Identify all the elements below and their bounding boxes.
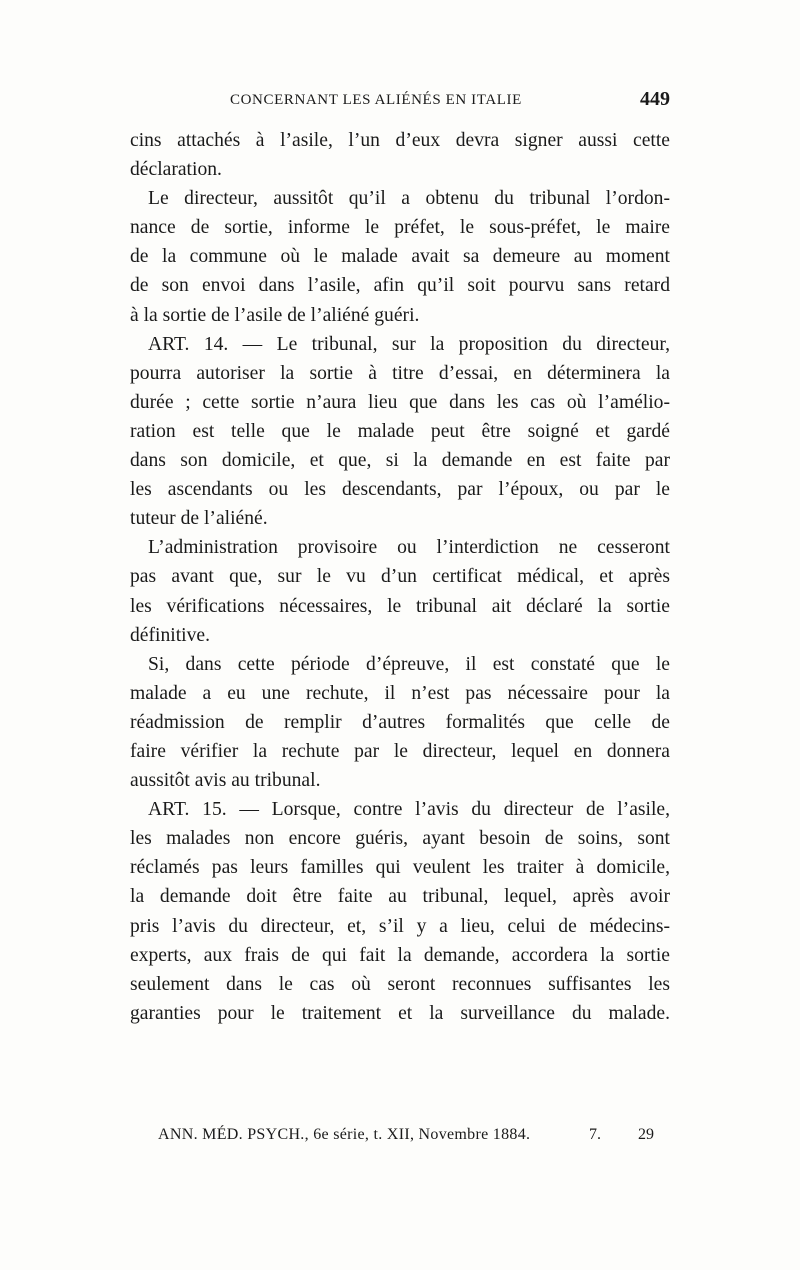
- sheet-number: 29: [638, 1126, 654, 1143]
- text-line: garanties pour le traitement et la surveillance du malade.: [130, 1002, 670, 1024]
- text-line: la demande doit être faite au tribunal, lequel, après avoir: [130, 886, 670, 908]
- text-line: déclaration.: [130, 159, 222, 181]
- text-line: tuteur de l’aliéné.: [130, 508, 268, 530]
- text-line: experts, aux frais de qui fait la demande, accordera la sortie: [130, 944, 670, 966]
- page-footer: [158, 1126, 654, 1150]
- text-line: L’administration provisoire ou l’interdiction ne cesseront: [148, 537, 670, 559]
- text-line: durée ; cette sortie n’aura lieu que dans les cas où l’amélio-: [130, 391, 670, 413]
- text-line: à la sortie de l’asile de l’aliéné guéri.: [130, 304, 420, 326]
- signature-mark: 7.: [589, 1126, 601, 1143]
- body-text: [130, 126, 670, 1028]
- text-line: définitive.: [130, 624, 210, 646]
- text-line: Le directeur, aussitôt qu’il a obtenu du tribunal l’ordon-: [148, 188, 670, 210]
- text-line: ART. 14. — Le tribunal, sur la proposition du directeur,: [148, 333, 670, 355]
- text-line: seulement dans le cas où seront reconnues suffisantes les: [130, 973, 670, 995]
- text-line: les malades non encore guéris, ayant besoin de soins, sont: [130, 828, 670, 850]
- text-line: cins attachés à l’asile, l’un d’eux devra signer aussi cette: [130, 130, 670, 151]
- text-line: ART. 15. — Lorsque, contre l’avis du directeur de l’asile,: [148, 799, 670, 821]
- text-line: Si, dans cette période d’épreuve, il est constaté que le: [148, 653, 670, 675]
- text-line: réclamés pas leurs familles qui veulent les traiter à domicile,: [130, 857, 670, 879]
- page-number: 449: [640, 88, 670, 110]
- text-line: nance de sortie, informe le préfet, le sous-préfet, le maire: [130, 217, 670, 239]
- running-head: [130, 88, 670, 116]
- text-line: aussitôt avis au tribunal.: [130, 770, 321, 792]
- text-line: dans son domicile, et que, si la demande en est faite par: [130, 450, 670, 472]
- running-title: CONCERNANT LES ALIÉNÉS EN ITALIE: [230, 92, 522, 108]
- text-line: les ascendants ou les descendants, par l’époux, ou par le: [130, 479, 670, 501]
- text-line: de son envoi dans l’asile, afin qu’il soit pourvu sans retard: [130, 275, 670, 297]
- text-line: pris l’avis du directeur, et, s’il y a lieu, celui de médecins-: [130, 915, 670, 937]
- text-line: réadmission de remplir d’autres formalités que celle de: [130, 711, 670, 733]
- text-line: pourra autoriser la sortie à titre d’essai, en déterminera la: [130, 362, 670, 384]
- text-line: de la commune où le malade avait sa demeure au moment: [130, 246, 670, 268]
- text-line: malade a eu une rechute, il n’est pas nécessaire pour la: [130, 682, 670, 704]
- text-line: ration est telle que le malade peut être soigné et gardé: [130, 420, 670, 442]
- text-line: les vérifications nécessaires, le tribunal ait déclaré la sortie: [130, 595, 670, 617]
- journal-citation: ANN. MÉD. PSYCH., 6e série, t. XII, Novembre 1884.: [158, 1126, 531, 1143]
- text-line: faire vérifier la rechute par le directeur, lequel en donnera: [130, 740, 670, 762]
- text-line: pas avant que, sur le vu d’un certificat médical, et après: [130, 566, 670, 588]
